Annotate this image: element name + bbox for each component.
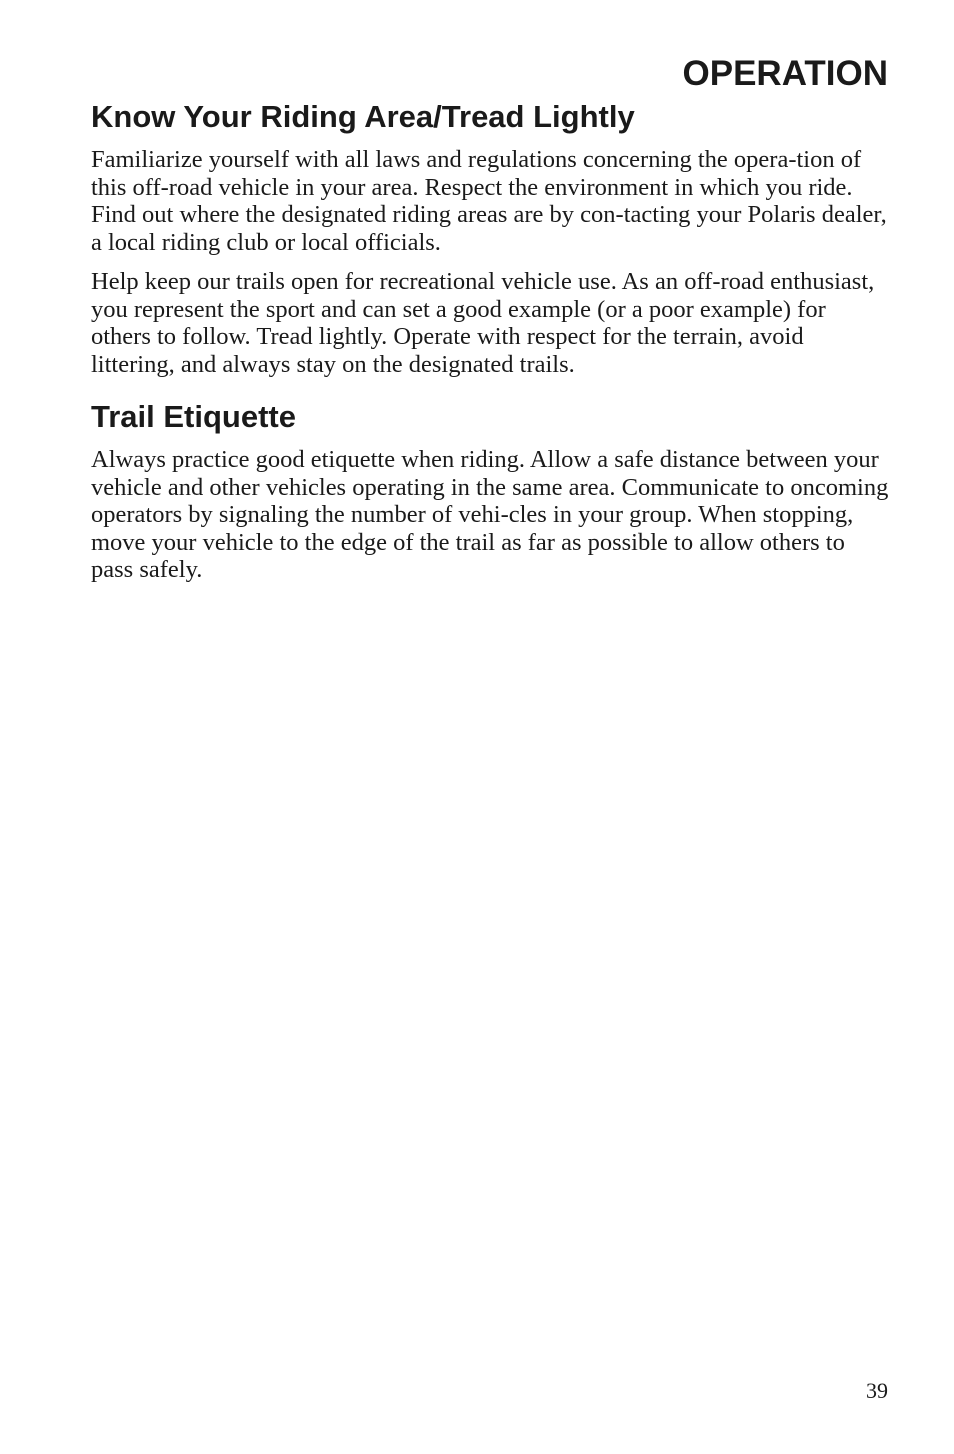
page-number: 39 [866,1378,888,1403]
paragraph-riding-area-2: Help keep our trails open for recreational vehicle use. As an off-road enthusiast, you represent the sport and can set a good example (or a poor example) for others to follow. Tread lightly. Operate with respect for the terrain, avoid littering, and always stay on the designated trails. [91,268,875,378]
paragraph-riding-area-1: Familiarize yourself with all laws and regulations concerning the opera-tion of this off-road vehicle in your area. Respect the environment in which you ride. Find out where the designated riding areas are by con-tacting your Polaris dealer, a local riding club or local officials. [91,146,887,256]
paragraph-trail-etiquette-1: Always practice good etiquette when riding. Allow a safe distance between your vehicle and other vehicles operating in the same area. Communicate to oncoming operators by signaling the number of vehi-cles in your group. When stopping, move your vehicle to the edge of the trail as far as possible to allow others to pass safely. [91,446,889,583]
page-header: OPERATION [682,54,888,93]
page-content [91,98,891,596]
section-title-trail-etiquette: Trail Etiquette [91,399,296,434]
section-title-riding-area: Know Your Riding Area/Tread Lightly [91,99,635,134]
